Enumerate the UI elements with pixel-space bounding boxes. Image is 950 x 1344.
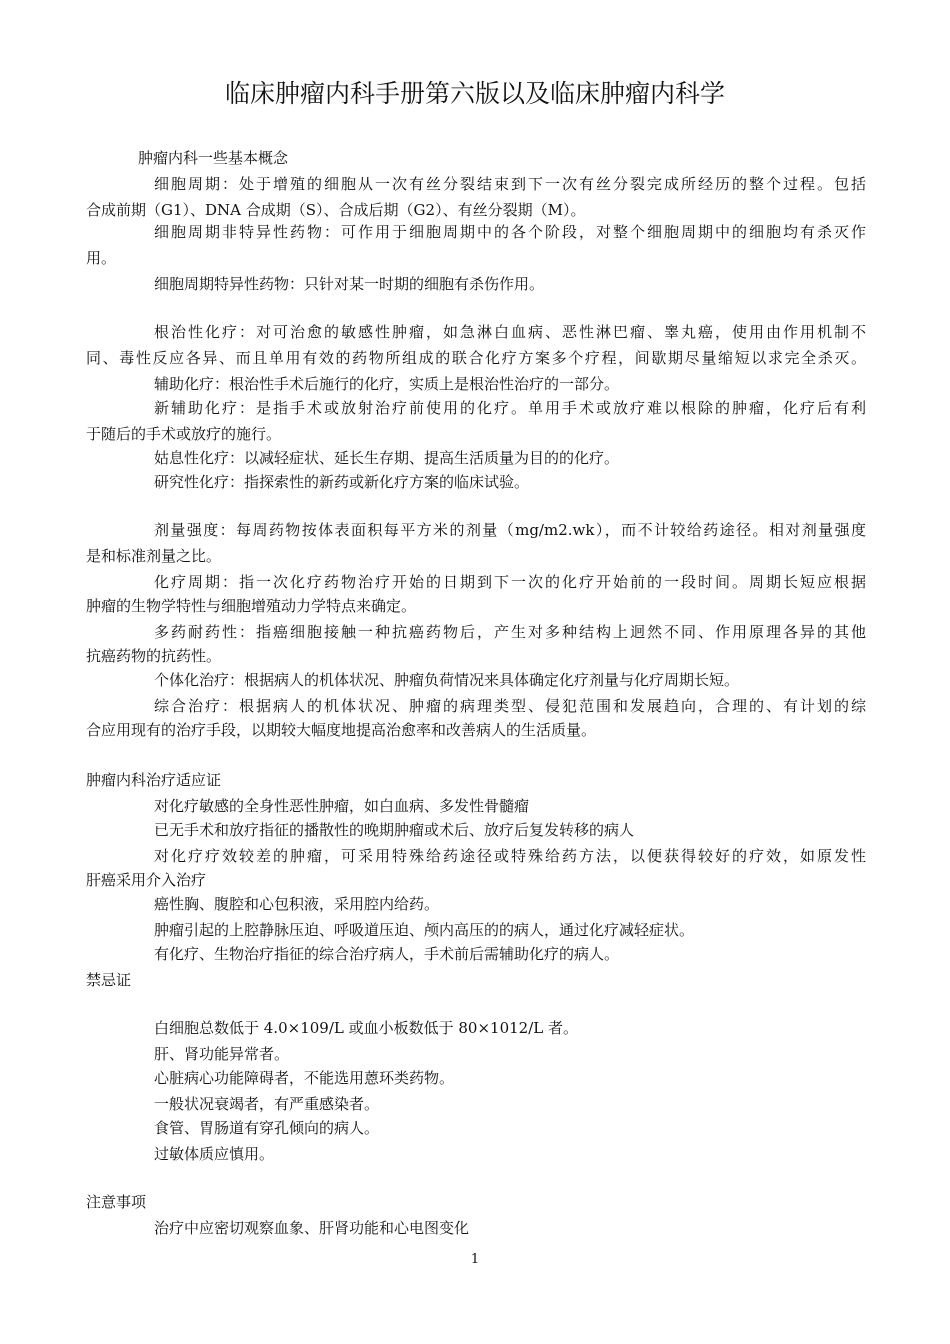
- contraindication-item-5: 食管、胃肠道有穿孔倾向的病人。: [154, 1119, 380, 1137]
- indication-item-3-line1: 对化疗疗效较差的肿瘤，可采用特殊给药途径或特殊给药方法，以便获得较好的疗效，如原发性: [154, 847, 866, 865]
- page-number: 1: [470, 1252, 480, 1267]
- paragraph-adjuvant-chemo: 辅助化疗：根治性手术后施行的化疗，实质上是根治性治疗的一部分。: [154, 375, 620, 393]
- paragraph-chemo-cycle-line1: 化疗周期：指一次化疗药物治疗开始的日期到下一次的化疗开始前的一段时间。周期长短应根据: [154, 573, 866, 591]
- indication-item-5: 肿瘤引起的上腔静脉压迫、呼吸道压迫、颅内高压的的病人，通过化疗减轻症状。: [154, 921, 695, 939]
- section-heading-indications: 肿瘤内科治疗适应证: [86, 771, 222, 789]
- paragraph-multidrug-resistance-line1: 多药耐药性：指癌细胞接触一种抗癌药物后，产生对多种结构上迥然不同、作用原理各异的其他: [154, 623, 866, 641]
- paragraph-dose-intensity-line2: 是和标准剂量之比。: [86, 547, 222, 565]
- indication-item-4: 癌性胸、腹腔和心包积液，采用腔内给药。: [154, 895, 440, 913]
- paragraph-individualized-therapy: 个体化治疗：根据病人的机体状况、肿瘤负荷情况来具体确定化疗剂量与化疗周期长短。: [154, 671, 740, 689]
- indication-item-6: 有化疗、生物治疗指征的综合治疗病人，手术前后需辅助化疗的病人。: [154, 945, 620, 963]
- paragraph-dose-intensity-line1: 剂量强度：每周药物按体表面积每平方米的剂量（mg/m2.wk），而不计较给药途径。相对剂量强度: [154, 521, 866, 539]
- paragraph-neoadjuvant-chemo-line1: 新辅助化疗：是指手术或放射治疗前使用的化疗。单用手术或放疗难以根除的肿瘤，化疗后有利: [154, 399, 866, 417]
- paragraph-multidrug-resistance-line2: 抗癌药物的抗药性。: [86, 647, 222, 665]
- paragraph-curative-chemo-line2: 同、毒性反应各异、而且单用有效的药物所组成的联合化疗方案多个疗程，间歇期尽量缩短以求完全杀灭。: [86, 349, 866, 367]
- contraindication-item-1: 白细胞总数低于 4.0×109/L 或血小板数低于 80×1012/L 者。: [154, 1019, 578, 1037]
- indication-item-3-line2: 肝癌采用介入治疗: [86, 871, 207, 889]
- paragraph-nonspecific-drugs-line1: 细胞周期非特异性药物：可作用于细胞周期中的各个阶段，对整个细胞周期中的细胞均有杀灭作: [154, 223, 866, 241]
- precaution-item-1: 治疗中应密切观察血象、肝肾功能和心电图变化: [154, 1219, 470, 1237]
- paragraph-nonspecific-drugs-line2: 用。: [86, 249, 117, 267]
- section-heading-basic-concepts: 肿瘤内科一些基本概念: [138, 149, 289, 167]
- paragraph-comprehensive-therapy-line2: 合应用现有的治疗手段，以期较大幅度地提高治愈率和改善病人的生活质量。: [86, 721, 597, 739]
- contraindication-item-3: 心脏病心功能障碍者，不能选用蒽环类药物。: [154, 1069, 455, 1087]
- paragraph-specific-drugs: 细胞周期特异性药物：只针对某一时期的细胞有杀伤作用。: [154, 275, 545, 293]
- paragraph-curative-chemo-line1: 根治性化疗：对可治愈的敏感性肿瘤，如急淋白血病、恶性淋巴瘤、睾丸癌，使用由作用机制不: [154, 323, 866, 341]
- paragraph-cell-cycle-line1: 细胞周期：处于增殖的细胞从一次有丝分裂结束到下一次有丝分裂完成所经历的整个过程。包括: [154, 175, 866, 193]
- paragraph-research-chemo: 研究性化疗：指探索性的新药或新化疗方案的临床试验。: [154, 473, 530, 491]
- paragraph-palliative-chemo: 姑息性化疗：以减轻症状、延长生存期、提高生活质量为目的的化疗。: [154, 449, 620, 467]
- indication-item-1: 对化疗敏感的全身性恶性肿瘤，如白血病、多发性骨髓瘤: [154, 797, 530, 815]
- document-title: 临床肿瘤内科手册第六版以及临床肿瘤内科学: [224, 79, 725, 108]
- contraindication-item-2: 肝、肾功能异常者。: [154, 1045, 290, 1063]
- paragraph-cell-cycle-line2: 合成前期（G1）、DNA 合成期（S）、合成后期（G2）、有丝分裂期（M）。: [86, 201, 586, 219]
- contraindication-item-6: 过敏体质应慎用。: [154, 1145, 275, 1163]
- section-heading-precautions: 注意事项: [86, 1193, 147, 1211]
- paragraph-chemo-cycle-line2: 肿瘤的生物学特性与细胞增殖动力学特点来确定。: [86, 597, 417, 615]
- contraindication-item-4: 一般状况衰竭者，有严重感染者。: [154, 1095, 380, 1113]
- paragraph-neoadjuvant-chemo-line2: 于随后的手术或放疗的施行。: [86, 425, 282, 443]
- section-heading-contraindications: 禁忌证: [86, 971, 132, 989]
- indication-item-2: 已无手术和放疗指征的播散性的晚期肿瘤或术后、放疗后复发转移的病人: [154, 821, 635, 839]
- paragraph-comprehensive-therapy-line1: 综合治疗：根据病人的机体状况、肿瘤的病理类型、侵犯范围和发展趋向，合理的、有计划的综: [154, 697, 866, 715]
